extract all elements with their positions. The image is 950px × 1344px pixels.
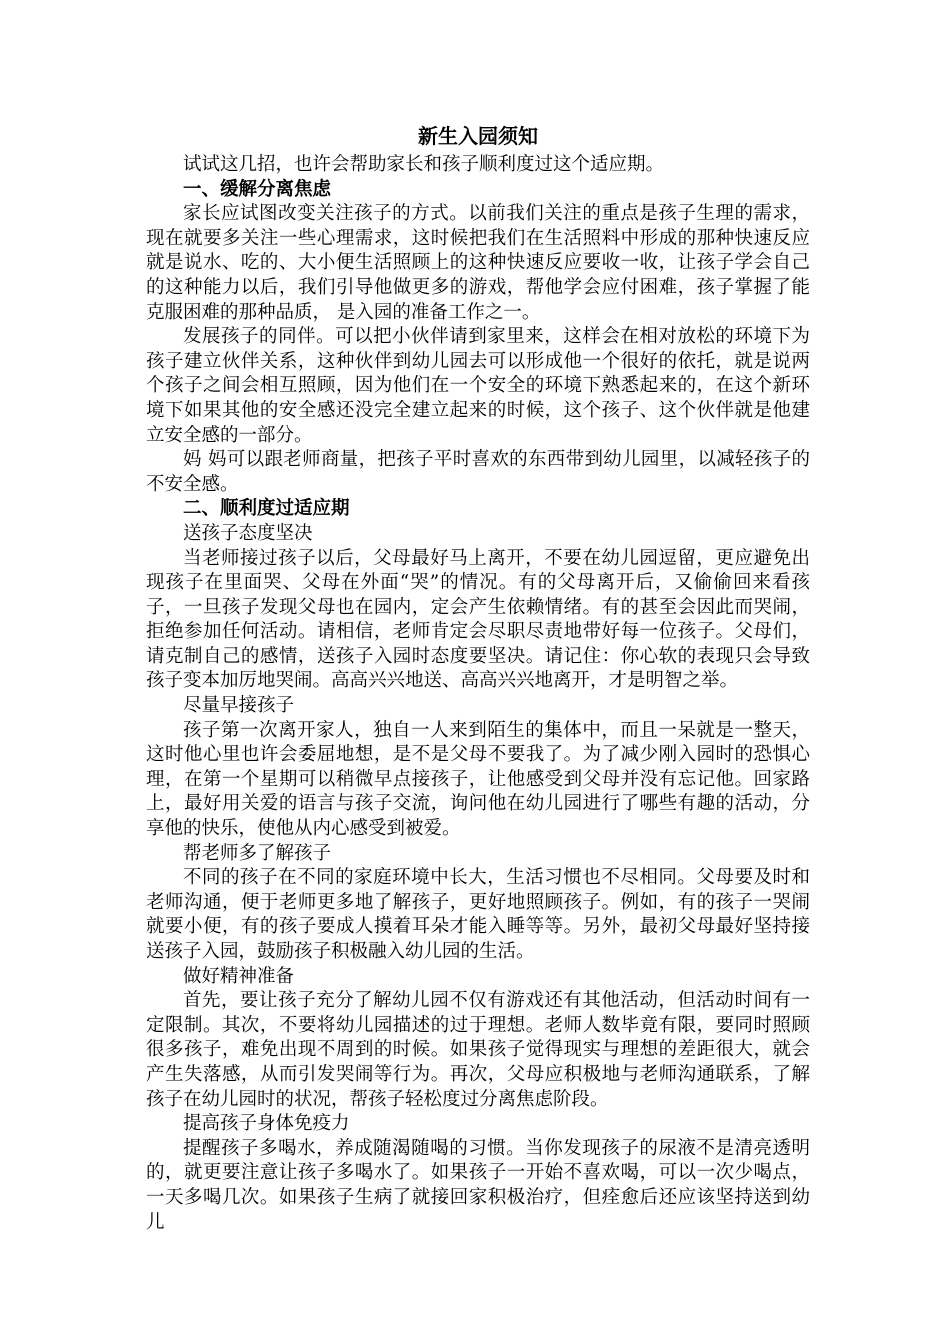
paragraph: 不同的孩子在不同的家庭环境中长大，生活习惯也不尽相同。父母要及时和老师沟通，便于老师更多地了解孩子，更好地照顾孩子。例如，有的孩子一哭闹就要小便，有的孩子要成人摸着耳朵才能入睡等等。另外，最初父母最好坚持接送孩子入园，鼓励孩子积极融入幼儿园的生活。 bbox=[146, 867, 810, 962]
section-heading: 二、顺利度过适应期 bbox=[183, 498, 350, 520]
paragraph: 家长应试图改变关注孩子的方式。以前我们关注的重点是孩子生理的需求，现在就要多关注一些心理需求，这时候把我们在生活照料中形成的那种快速反应就是说水、吃的、大小便生活照顾上的这种快速反应要收一收，让孩子学会自己的这种能力以后，我们引导他做更多的游戏，帮他学会应付困难，孩子掌握了能克服困难的那种品质， 是入园的准备工作之一。 bbox=[146, 203, 810, 323]
paragraph: 发展孩子的同伴。可以把小伙伴请到家里来，这样会在相对放松的环境下为孩子建立伙伴关系，这种伙伴到幼儿园去可以形成他一个很好的依托，就是说两个孩子之间会相互照顾，因为他们在一个安全的环境下熟悉起来的，在这个新环境下如果其他的安全感还没完全建立起来的时候，这个孩子、这个伙伴就是他建立安全感的一部分。 bbox=[146, 326, 810, 446]
paragraph: 妈 妈可以跟老师商量，把孩子平时喜欢的东西带到幼儿园里，以减轻孩子的不安全感。 bbox=[146, 449, 810, 495]
document-title: 新生入园须知 bbox=[418, 124, 538, 148]
paragraph: 提高孩子身体免疫力 bbox=[183, 1113, 350, 1135]
document-page bbox=[146, 121, 810, 1235]
paragraph: 做好精神准备 bbox=[183, 965, 295, 987]
paragraph: 首先，要让孩子充分了解幼儿园不仅有游戏还有其他活动，但活动时间有一定限制。其次，不要将幼儿园描述的过于理想。老师人数毕竟有限，要同时照顾很多孩子，难免出现不周到的时候。如果孩子觉得现实与理想的差距很大，就会产生失落感，从而引发哭闹等行为。再次，父母应积极地与老师沟通联系，了解孩子在幼儿园时的状况，帮孩子轻松度过分离焦虑阶段。 bbox=[146, 990, 810, 1110]
paragraph: 送孩子态度坚决 bbox=[183, 522, 313, 544]
paragraph: 试试这几招，也许会帮助家长和孩子顺利度过这个适应期。 bbox=[183, 154, 665, 175]
paragraph: 孩子第一次离开家人，独自一人来到陌生的集体中，而且一呆就是一整天，这时他心里也许会委屈地想，是不是父母不要我了。为了减少刚入园时的恐惧心理，在第一个星期可以稍微早点接孩子，让他感受到父母并没有忘记他。回家路上，最好用关爱的语言与孩子交流，询问他在幼儿园进行了哪些有趣的活动，分享他的快乐，使他从内心感受到被爱。 bbox=[146, 719, 810, 840]
paragraph: 提醒孩子多喝水，养成随渴随喝的习惯。当你发现孩子的尿液不是清亮透明的，就更要注意让孩子多喝水了。如果孩子一开始不喜欢喝，可以一次少喝点，一天多喝几次。如果孩子生病了就接回家积极治疗，但痊愈后还应该坚持送到幼儿 bbox=[146, 1137, 810, 1233]
section-heading: 一、缓解分离焦虑 bbox=[183, 178, 332, 200]
paragraph: 帮老师多了解孩子 bbox=[183, 842, 332, 864]
paragraph: 尽量早接孩子 bbox=[183, 695, 295, 717]
document-body bbox=[146, 153, 810, 1235]
paragraph: 当老师接过孩子以后，父母最好马上离开，不要在幼儿园逗留，更应避免出现孩子在里面哭、父母在外面“哭”的情况。有的父母离开后，又偷偷回来看孩子，一旦孩子发现父母也在园内，定会产生依赖情绪。有的甚至会因此而哭闹，拒绝参加任何活动。请相信，老师肯定会尽职尽责地带好每一位孩子。父母们，请克制自己的感情，送孩子入园时态度要坚决。请记住：你心软的表现只会导致孩子变本加厉地哭闹。高高兴兴地送、高高兴兴地离开，才是明智之举。 bbox=[146, 547, 810, 692]
